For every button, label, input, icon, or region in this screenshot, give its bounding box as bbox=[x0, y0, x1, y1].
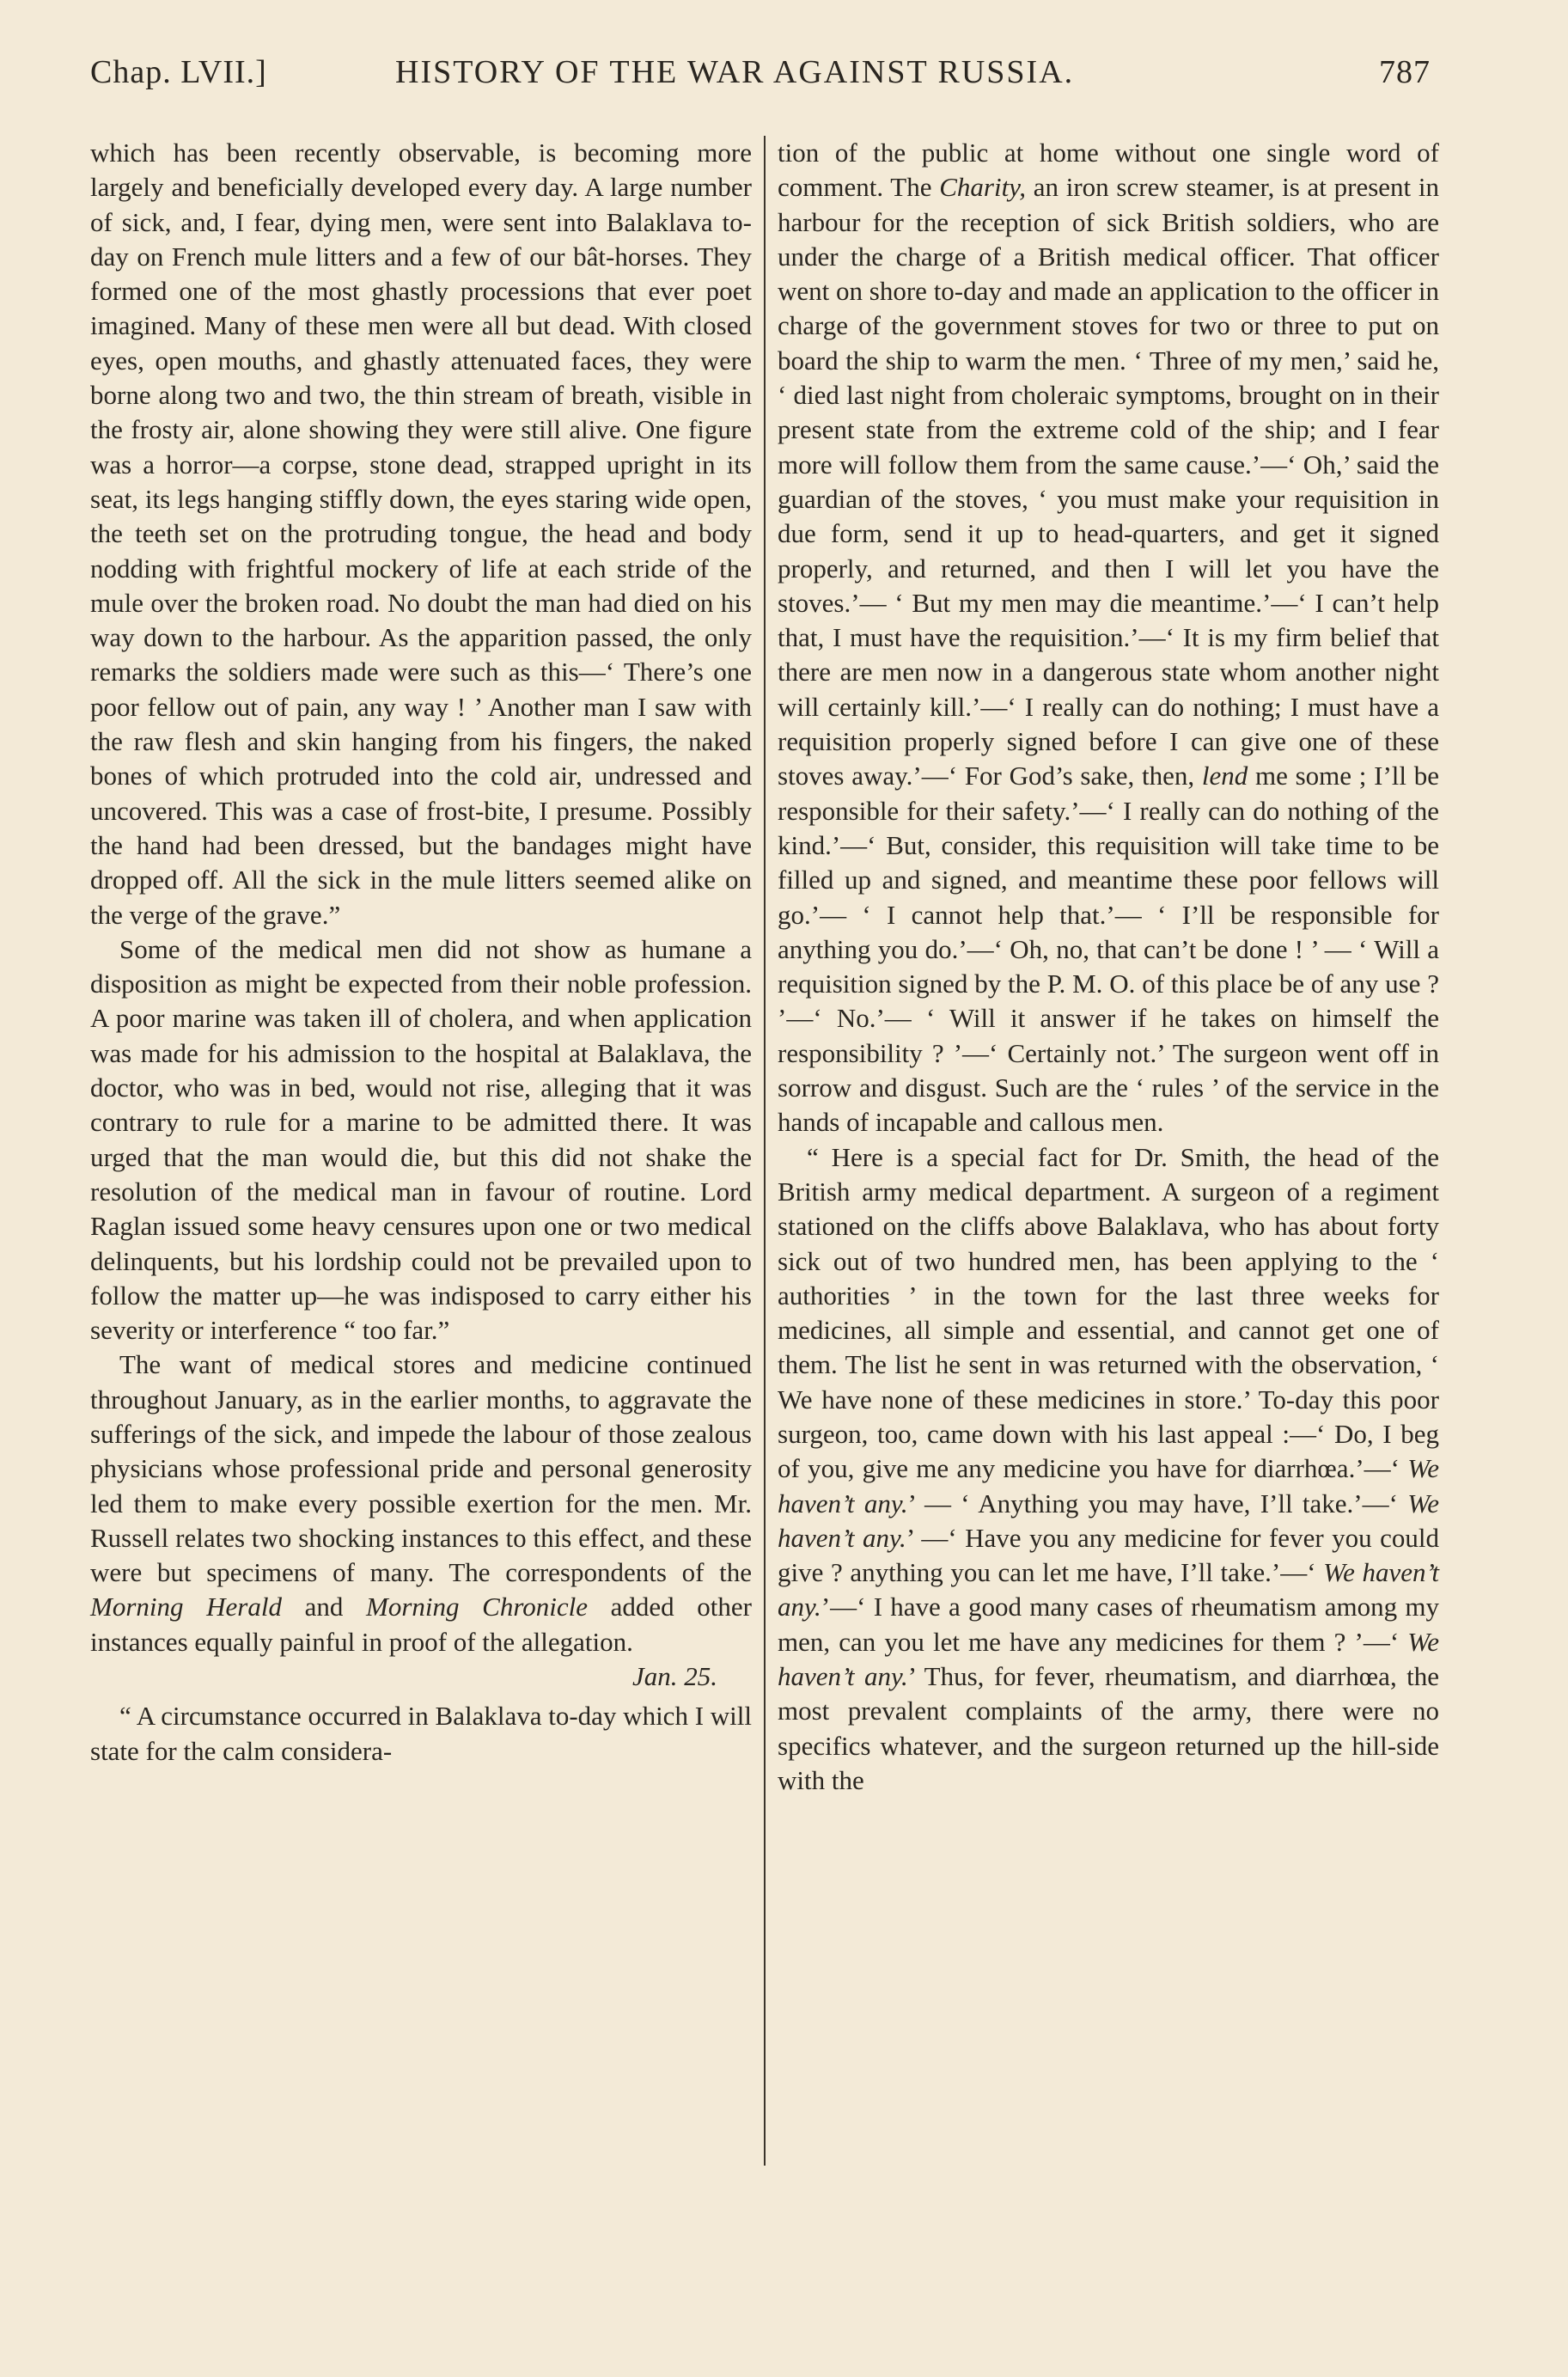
italic-word: lend bbox=[1201, 761, 1248, 791]
text-run: ’ — ‘ Anything you may have, I’ll take.’—‘ bbox=[907, 1488, 1408, 1518]
italic-title: Morning Herald bbox=[90, 1592, 282, 1622]
italic-ship-name: Charity, bbox=[939, 172, 1026, 203]
italic-quote: We haven’t any. bbox=[778, 1557, 1439, 1622]
text-run: and bbox=[281, 1592, 367, 1622]
text-run: added other instances equally painful in proof of the allegation. bbox=[90, 1592, 752, 1657]
right-column bbox=[778, 136, 1439, 1798]
text-run: The want of medical stores and medicine continued throughout January, as in the earlier months, to aggravate the sufferings of the sick, and impede the labour of those zealous physicians whose professional pride and personal generosity led them to make every possible exertion for the men. Mr. Russell relates two shocking instances to this effect, and these were but specimens of many. The correspondents of the bbox=[90, 1349, 752, 1588]
italic-quote: We haven’t any. bbox=[778, 1626, 1439, 1692]
text-run: tion of the public at home without one single word of comment. The bbox=[778, 137, 1439, 203]
paragraph bbox=[778, 136, 1439, 1140]
italic-quote: We haven’t any. bbox=[778, 1453, 1439, 1518]
date-line: Jan. 25. bbox=[631, 1661, 717, 1692]
italic-title: Morning Chronicle bbox=[366, 1592, 588, 1622]
running-header bbox=[90, 53, 1431, 113]
page-number: 787 bbox=[1379, 54, 1431, 90]
paragraph: Some of the medical men did not show as humane a disposition as might be expected from their noble profession. A poor marine was taken ill of cholera, and when application was made for his admission to the hospital at Balaklava, the doctor, who was in bed, would not rise, alleging that it was contrary to rule for a marine to be admitted there. It was urged that the man would die, but this did not shake the resolution of the medical man in favour of routine. Lord Raglan issued some heavy censures upon one or two medical delinquents, but his lordship could not be prevailed upon to follow the matter up—he was indisposed to carry either his severity or interference “ too far.” bbox=[90, 933, 752, 1346]
text-run: an iron screw steamer, is at present in harbour for the reception of sick British soldiers, who are under the charge of a British medical officer. That officer went on shore to-day and made an application to the officer in charge of the government stoves for two or three to put on board the ship to warm the men. ‘ Three of my men,’ said he, ‘ died last night from choleraic symptoms, brought on in their present state from the extreme cold of the ship; and I fear more will follow them from the same cause.’—‘ Oh,’ said the guardian of the stoves, ‘ you must make your requisition in due form, send it up to head-quarters, and get it signed properly, and returned, and then I will let you have the stoves.’— ‘ But my men may die meantime.’—‘ I can’t help that, I must have the requisition.’—‘ It is my firm belief that there are men now in a dangerous state whom another night will certainly kill.’—‘ I really can do nothing; I must have a requisition properly signed before I can give one of these stoves away.’—‘ For God’s sake, then, bbox=[778, 172, 1439, 791]
text-run: ’—‘ I have a good many cases of rheumatism among my men, can you let me have any medicines for them ? ’—‘ bbox=[778, 1592, 1439, 1657]
left-column bbox=[90, 136, 752, 1769]
paragraph: which has been recently observable, is becoming more largely and beneficially developed every day. A large number of sick, and, I fear, dying men, were sent into Balaklava to-day on French mule litters and a few of our bât-horses. They formed one of the most ghastly processions that ever poet imagined. Many of these men were all but dead. With closed eyes, open mouths, and ghastly attenuated faces, they were borne along two and two, the thin stream of breath, visible in the frosty air, alone showing they were still alive. One figure was a horror—a corpse, stone dead, strapped upright in its seat, its legs hanging stiffly down, the eyes staring wide open, the teeth set on the protruding tongue, the head and body nodding with frightful mockery of life at each stride of the mule over the broken road. No doubt the man had died on his way down to the harbour. As the apparition passed, the only remarks the soldiers made were such as this—‘ There’s one poor fellow out of pain, any way ! ’ Another man I saw with the raw flesh and skin hanging from his fingers, the naked bones of which protruded into the cold air, undressed and uncovered. This was a case of frost-bite, I presume. Possibly the hand had been dressed, but the bandages might have dropped off. All the sick in the mule litters seemed alike on the verge of the grave.” bbox=[90, 137, 752, 930]
text-run: “ Here is a special fact for Dr. Smith, the head of the British army medical department. A surgeon of a regiment stationed on the cliffs above Balaklava, who has about forty sick out of two hundred men, has been applying to the ‘ authorities ’ in the town for the last three weeks for medicines, all simple and essential, and cannot get one of them. The list he sent in was returned with the observation, ‘ We have none of these medicines in store.’ To-day this poor surgeon, too, came down with his last appeal :—‘ Do, I beg of you, give me any medicine you have for diarrhœa.’—‘ bbox=[778, 1141, 1439, 1484]
running-title: HISTORY OF THE WAR AGAINST RUSSIA. bbox=[395, 54, 1075, 90]
paragraph bbox=[778, 1140, 1439, 1799]
text-run: ’ —‘ Have you any medicine for fever you could give ? anything you can let me have, I’ll take.’—‘ bbox=[778, 1522, 1439, 1588]
text-run: ’ Thus, for fever, rheumatism, and diarrhœa, the most prevalent complaints of the army, there were no specifics whatever, and the surgeon returned up the hill-side with the bbox=[778, 1661, 1440, 1795]
text-run: me some ; I’ll be responsible for their safety.’—‘ I really can do nothing of the kind.’—‘ But, consider, this requisition will take time to be filled up and signed, and meantime these poor fellows will go.’— ‘ I cannot help that.’— ‘ I’ll be responsible for anything you do.’—‘ Oh, no, that can’t be done ! ’ — ‘ Will a requisition signed by the P. M. O. of this place be of any use ? ’—‘ No.’— ‘ Will it answer if he takes on himself the responsibility ? ’—‘ Certainly not.’ The surgeon went off in sorrow and disgust. Such are the ‘ rules ’ of the service in the hands of incapable and callous men. bbox=[778, 761, 1439, 1138]
chapter-label: Chap. LVII.] bbox=[90, 54, 267, 90]
column-divider bbox=[764, 136, 766, 2166]
paragraph: “ A circumstance occurred in Balaklava to-day which I will state for the calm considera- bbox=[90, 1701, 752, 1766]
italic-quote: We haven’t any. bbox=[778, 1488, 1439, 1553]
paragraph bbox=[90, 1347, 752, 1659]
